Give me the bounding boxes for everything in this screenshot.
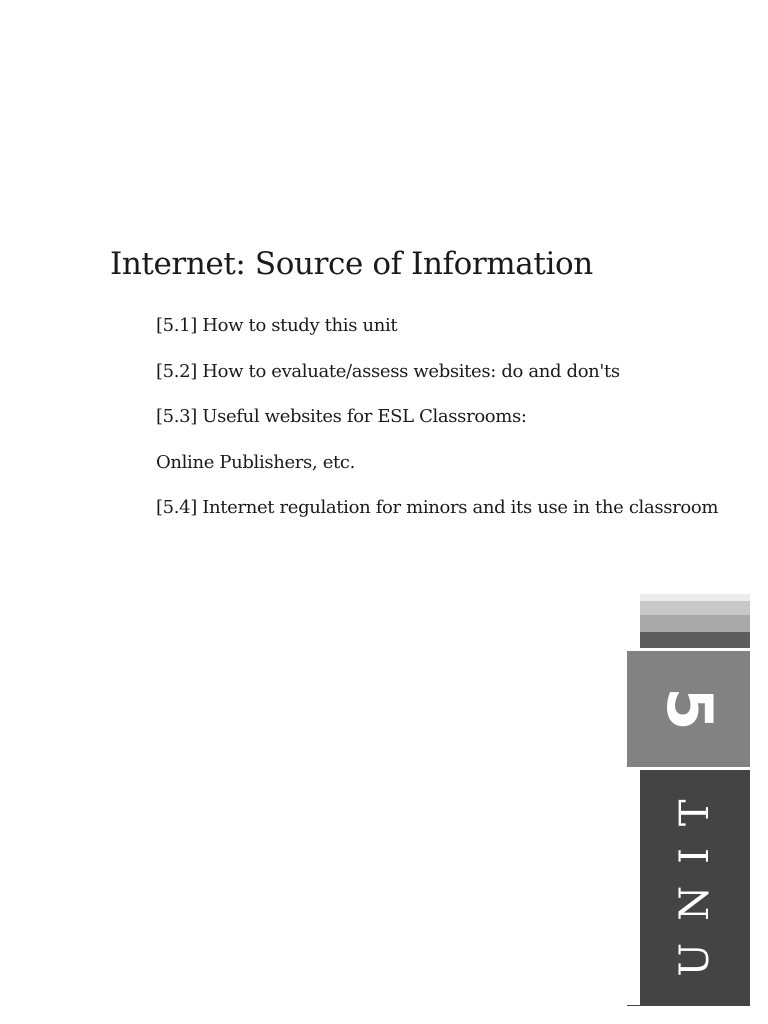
unit-title: Internet: Source of Information xyxy=(110,246,593,282)
unit-number: 5 xyxy=(652,687,726,731)
contents-item: [5.1] How to study this unit xyxy=(156,315,398,336)
contents-item: [5.4] Internet regulation for minors and its use in the classroom xyxy=(156,497,719,518)
contents-item: [5.2] How to evaluate/assess websites: do and don'ts xyxy=(156,360,620,382)
unit-label: UNIT xyxy=(672,777,718,977)
contents-item: [5.3] Useful websites for ESL Classrooms: xyxy=(156,406,527,427)
tab-stripe xyxy=(640,601,750,615)
tab-stripe xyxy=(640,594,750,601)
tab-divider xyxy=(627,1005,750,1006)
unit-contents-list xyxy=(156,312,756,540)
unit-number-tab xyxy=(627,651,750,767)
tab-stripe xyxy=(640,632,750,648)
unit-label-tab xyxy=(640,770,750,1006)
tab-stripe xyxy=(640,615,750,632)
contents-item: Online Publishers, etc. xyxy=(156,451,355,473)
